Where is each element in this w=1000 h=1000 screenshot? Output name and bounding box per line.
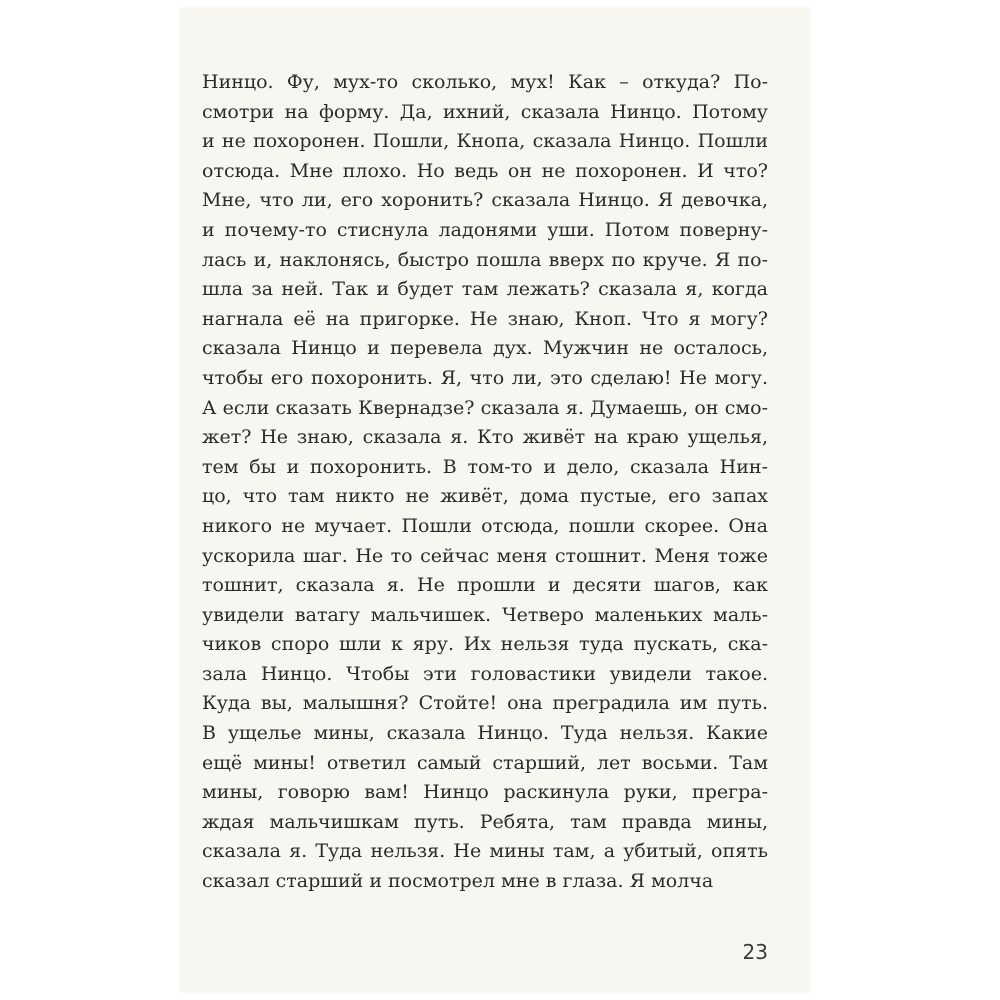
text-line: шла за ней. Так и будет там лежать? сказала я, когда [202, 278, 768, 301]
text-line: Куда вы, малышня? Стойте! она преградила им путь. [202, 692, 768, 715]
text-line: и почему-то стиснула ладонями уши. Потом поверну- [202, 218, 768, 241]
text-line: В ущелье мины, сказала Нинцо. Туда нельзя. Какие [202, 722, 768, 745]
text-line: сказала Нинцо и перевела дух. Мужчин не осталось, [202, 337, 768, 360]
text-line: лась и, наклонясь, быстро пошла вверх по круче. Я по- [202, 248, 768, 271]
text-line: увидели ватагу мальчишек. Четверо маленьких маль- [202, 603, 768, 626]
text-line: жет? Не знаю, сказала я. Кто живёт на краю ущелья, [202, 426, 768, 449]
page-number: 23 [742, 940, 768, 964]
text-line: отсюда. Мне плохо. Но ведь он не похоронен. И что? [202, 159, 768, 182]
text-line: ускорила шаг. Не то сейчас меня стошнит. Меня тоже [202, 544, 768, 567]
text-line: Нинцо. Фу, мух-то сколько, мух! Как – откуда? По- [202, 71, 768, 93]
text-line: ждая мальчишкам путь. Ребята, там правда мины, [202, 810, 768, 833]
text-line: ещё мины! ответил самый старший, лет восьми. Там [202, 751, 768, 774]
text-line: тем бы и похоронить. В том-то и дело, сказала Нин- [202, 455, 768, 478]
book-page [180, 8, 810, 992]
text-line: нагнала её на пригорке. Не знаю, Кноп. Что я могу? [202, 307, 768, 330]
text-line: цо, что там никто не живёт, дома пустые, его запах [202, 485, 768, 508]
text-line: А если сказать Квернадзе? сказала я. Думаешь, он смо- [202, 396, 768, 419]
body-text [202, 68, 768, 897]
text-line: Мне, что ли, его хоронить? сказала Нинцо. Я девочка, [202, 189, 768, 212]
text-line: тошнит, сказала я. Не прошли и десяти шагов, как [202, 574, 768, 597]
text-line: чтобы его похоронить. Я, что ли, это сделаю! Не могу. [202, 366, 768, 389]
text-line: никого не мучает. Пошли отсюда, пошли скорее. Она [202, 514, 768, 537]
text-line: чиков споро шли к яру. Их нельзя туда пускать, ска- [202, 633, 768, 656]
text-line: зала Нинцо. Чтобы эти головастики увидели такое. [202, 662, 768, 685]
text-line: и не похоронен. Пошли, Кнопа, сказала Нинцо. Пошли [202, 130, 768, 153]
text-line: мины, говорю вам! Нинцо раскинула руки, прегра- [202, 781, 768, 804]
text-line: смотри на форму. Да, ихний, сказала Нинцо. Потому [202, 100, 768, 123]
text-line: сказал старший и посмотрел мне в глаза. Я молча [202, 870, 714, 893]
text-line: сказала я. Туда нельзя. Не мины там, а убитый, опять [202, 840, 768, 863]
